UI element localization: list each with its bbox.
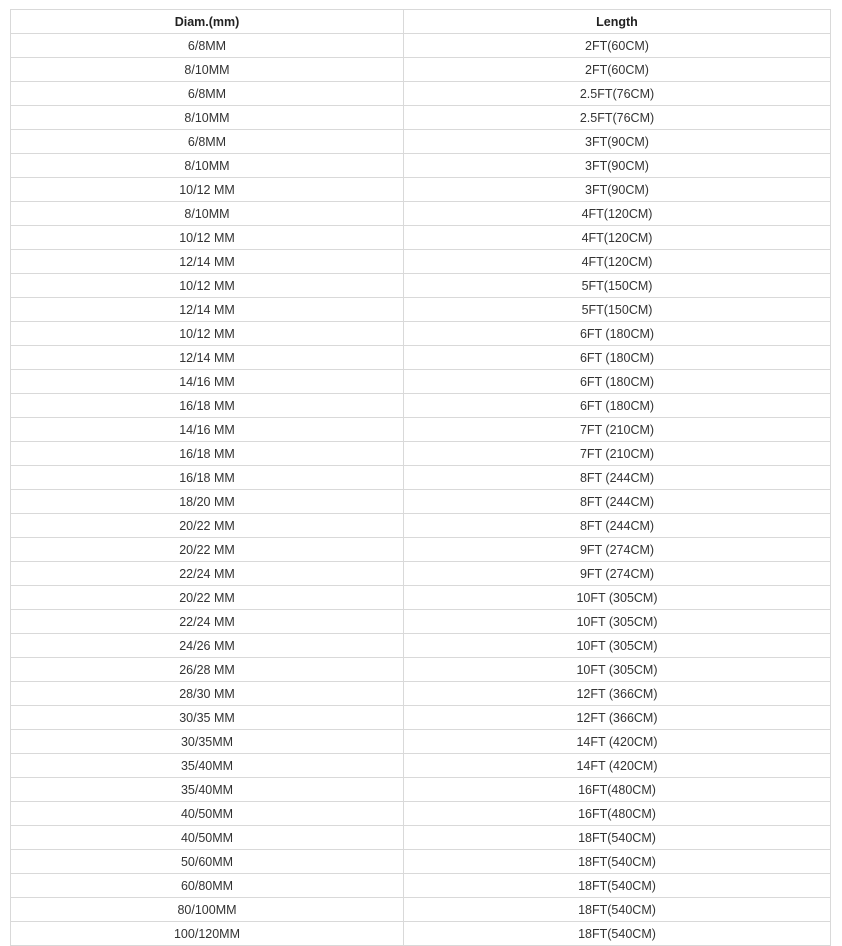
- header-diameter: Diam.(mm): [11, 10, 404, 34]
- diameter-cell: 80/100MM: [11, 898, 404, 922]
- diameter-cell: 12/14 MM: [11, 346, 404, 370]
- diameter-cell: 10/12 MM: [11, 274, 404, 298]
- table-row: [11, 922, 831, 946]
- diameter-cell: 16/18 MM: [11, 466, 404, 490]
- table-row: [11, 754, 831, 778]
- table-row: [11, 898, 831, 922]
- length-cell: 6FT (180CM): [404, 394, 831, 418]
- length-cell: 7FT (210CM): [404, 442, 831, 466]
- length-cell: 8FT (244CM): [404, 466, 831, 490]
- diameter-cell: 6/8MM: [11, 82, 404, 106]
- length-cell: 2.5FT(76CM): [404, 106, 831, 130]
- length-cell: 6FT (180CM): [404, 370, 831, 394]
- length-cell: 4FT(120CM): [404, 202, 831, 226]
- table-row: [11, 562, 831, 586]
- diameter-cell: 14/16 MM: [11, 370, 404, 394]
- diameter-cell: 20/22 MM: [11, 514, 404, 538]
- table-row: [11, 106, 831, 130]
- diameter-cell: 22/24 MM: [11, 562, 404, 586]
- diameter-cell: 30/35MM: [11, 730, 404, 754]
- diameter-cell: 40/50MM: [11, 802, 404, 826]
- diameter-cell: 35/40MM: [11, 754, 404, 778]
- diameter-cell: 8/10MM: [11, 154, 404, 178]
- diameter-cell: 20/22 MM: [11, 538, 404, 562]
- table-row: [11, 538, 831, 562]
- table-header-row: [11, 10, 831, 34]
- length-cell: 9FT (274CM): [404, 538, 831, 562]
- table-row: [11, 394, 831, 418]
- table-row: [11, 370, 831, 394]
- table-row: [11, 82, 831, 106]
- diameter-cell: 40/50MM: [11, 826, 404, 850]
- table-row: [11, 490, 831, 514]
- table-row: [11, 730, 831, 754]
- table-row: [11, 418, 831, 442]
- length-cell: 3FT(90CM): [404, 178, 831, 202]
- length-cell: 5FT(150CM): [404, 298, 831, 322]
- table-row: [11, 778, 831, 802]
- diameter-cell: 12/14 MM: [11, 250, 404, 274]
- length-cell: 9FT (274CM): [404, 562, 831, 586]
- length-cell: 12FT (366CM): [404, 706, 831, 730]
- table-row: [11, 874, 831, 898]
- diameter-cell: 22/24 MM: [11, 610, 404, 634]
- length-cell: 14FT (420CM): [404, 730, 831, 754]
- length-cell: 2.5FT(76CM): [404, 82, 831, 106]
- length-cell: 8FT (244CM): [404, 514, 831, 538]
- diameter-cell: 20/22 MM: [11, 586, 404, 610]
- table-row: [11, 226, 831, 250]
- table-row: [11, 274, 831, 298]
- table-row: [11, 130, 831, 154]
- table-row: [11, 346, 831, 370]
- length-cell: 10FT (305CM): [404, 610, 831, 634]
- header-length: Length: [404, 10, 831, 34]
- size-table: [10, 9, 831, 946]
- table-body: [11, 34, 831, 946]
- diameter-cell: 6/8MM: [11, 34, 404, 58]
- diameter-cell: 8/10MM: [11, 202, 404, 226]
- length-cell: 18FT(540CM): [404, 850, 831, 874]
- length-cell: 18FT(540CM): [404, 826, 831, 850]
- table-row: [11, 34, 831, 58]
- length-cell: 10FT (305CM): [404, 658, 831, 682]
- diameter-cell: 16/18 MM: [11, 394, 404, 418]
- length-cell: 16FT(480CM): [404, 778, 831, 802]
- table-row: [11, 634, 831, 658]
- diameter-cell: 10/12 MM: [11, 322, 404, 346]
- diameter-cell: 60/80MM: [11, 874, 404, 898]
- table-row: [11, 706, 831, 730]
- size-table-container: [10, 9, 830, 946]
- diameter-cell: 8/10MM: [11, 58, 404, 82]
- diameter-cell: 6/8MM: [11, 130, 404, 154]
- table-row: [11, 250, 831, 274]
- diameter-cell: 28/30 MM: [11, 682, 404, 706]
- length-cell: 12FT (366CM): [404, 682, 831, 706]
- table-row: [11, 442, 831, 466]
- diameter-cell: 10/12 MM: [11, 226, 404, 250]
- table-row: [11, 826, 831, 850]
- table-row: [11, 610, 831, 634]
- table-row: [11, 322, 831, 346]
- table-row: [11, 802, 831, 826]
- table-row: [11, 682, 831, 706]
- diameter-cell: 8/10MM: [11, 106, 404, 130]
- diameter-cell: 16/18 MM: [11, 442, 404, 466]
- table-row: [11, 586, 831, 610]
- length-cell: 4FT(120CM): [404, 250, 831, 274]
- length-cell: 5FT(150CM): [404, 274, 831, 298]
- table-row: [11, 514, 831, 538]
- table-row: [11, 850, 831, 874]
- length-cell: 6FT (180CM): [404, 346, 831, 370]
- table-row: [11, 202, 831, 226]
- length-cell: 16FT(480CM): [404, 802, 831, 826]
- length-cell: 10FT (305CM): [404, 586, 831, 610]
- length-cell: 18FT(540CM): [404, 898, 831, 922]
- diameter-cell: 18/20 MM: [11, 490, 404, 514]
- length-cell: 18FT(540CM): [404, 874, 831, 898]
- length-cell: 3FT(90CM): [404, 154, 831, 178]
- length-cell: 10FT (305CM): [404, 634, 831, 658]
- diameter-cell: 10/12 MM: [11, 178, 404, 202]
- length-cell: 4FT(120CM): [404, 226, 831, 250]
- diameter-cell: 30/35 MM: [11, 706, 404, 730]
- table-row: [11, 658, 831, 682]
- diameter-cell: 100/120MM: [11, 922, 404, 946]
- length-cell: 8FT (244CM): [404, 490, 831, 514]
- diameter-cell: 24/26 MM: [11, 634, 404, 658]
- length-cell: 2FT(60CM): [404, 34, 831, 58]
- length-cell: 3FT(90CM): [404, 130, 831, 154]
- table-row: [11, 154, 831, 178]
- length-cell: 2FT(60CM): [404, 58, 831, 82]
- length-cell: 14FT (420CM): [404, 754, 831, 778]
- table-row: [11, 466, 831, 490]
- table-row: [11, 178, 831, 202]
- length-cell: 18FT(540CM): [404, 922, 831, 946]
- diameter-cell: 50/60MM: [11, 850, 404, 874]
- table-row: [11, 298, 831, 322]
- diameter-cell: 26/28 MM: [11, 658, 404, 682]
- diameter-cell: 35/40MM: [11, 778, 404, 802]
- diameter-cell: 14/16 MM: [11, 418, 404, 442]
- diameter-cell: 12/14 MM: [11, 298, 404, 322]
- length-cell: 7FT (210CM): [404, 418, 831, 442]
- table-row: [11, 58, 831, 82]
- length-cell: 6FT (180CM): [404, 322, 831, 346]
